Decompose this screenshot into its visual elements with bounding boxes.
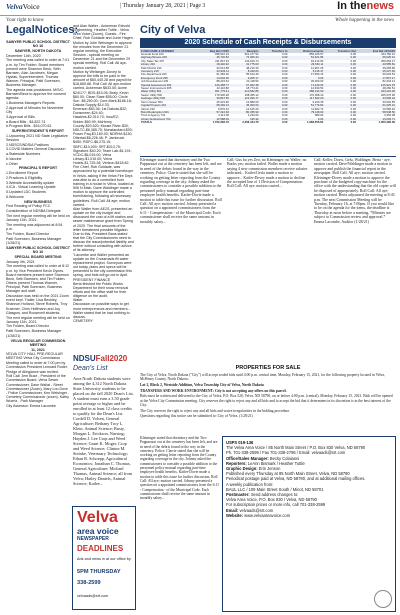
legal-paragraph: The agenda was proclaimed. M/S/C: Barnsen/Beck to approve the consent agenda: [6, 88, 66, 101]
table-cell: 259,654.47 [381, 58, 395, 63]
office-label: Office/Sales Manager: [226, 455, 269, 461]
table-cell: Fire Department 220 [141, 72, 167, 77]
city-continuation: Kleininger stated that dormitory and the Two Papparazzi out at the cemetery has been left, and are in need of the debris found in the way in the cemetery. Police. Clarrie stated that she will be working on getting letter reporting from the County regarding coverage in the city. Johnny asked the commissioners to consider a possible addition to the personnel policy manual regarding part-time employee health benefits. Kaifer-Dovie made a motion to table this issue for further discussion. Roll Call: All aye; motion carried. Johnny presented a question on a appointed commissioners from the 6:11 - Compensation - of the Municipal Code. Each commissioner shall receive the same amount in monthly salary... [140, 436, 220, 501]
ad-deadlines: DEADLINES [77, 544, 124, 553]
legal-paragraph: December 14th, 2020 [6, 53, 41, 58]
table-cell: 0.00 [282, 92, 288, 97]
table-cell: 0.00 [350, 120, 357, 125]
table-cell: 31,775.00 [230, 63, 260, 66]
table-cell: 10,582.91 [382, 106, 395, 111]
table-cell: 17,807.17 [357, 77, 396, 80]
table-cell: TOTALS [141, 120, 152, 125]
city-title: City of Velva [140, 24, 206, 36]
design-value: Erin Jenson [258, 466, 281, 472]
table-cell: 0.00 [282, 99, 288, 104]
table-cell: Sewer Improvement 305 [141, 86, 172, 91]
table-cell: 29,630.11 [288, 63, 324, 66]
legal-paragraph: (1/28/21) [6, 333, 21, 338]
table-cell: 57,210.66 [196, 111, 230, 114]
brand-suffix: Voice [22, 2, 40, 11]
table-cell: 0.00 [282, 65, 288, 70]
table-cell: 39,847.56 [196, 97, 230, 100]
table-cell: 18,774.21 [246, 86, 259, 91]
table-cell: 22,903.11 [196, 70, 230, 73]
table-cell: 0.00 [260, 104, 289, 107]
table-cell: 0.00 [282, 52, 288, 56]
table-cell: 0.00 [324, 63, 357, 66]
city-minutes-col1: Kleininger stated that dormitory and the Two Papparazzi out at the cemetery has been left, and are in need of the debris found in the way in the cemetery. Police. Clarrie stated that she will be working on getting letter reporting from the County regarding coverage in the city. Johnny asked the commissioners to consider a possible addition to the personnel policy manual regarding part-time employee health benefits. Kaifer-Dovie made a motion to table this issue for further discussion. Roll Call: All aye; motion carried. Johnny presented a question on a appointed commissioners from the 6:11 - Compensation - of the Municipal Code. Each commissioner shall receive the same amount in monthly salary... [140, 158, 222, 224]
legal-paragraph: 1.Enrollment Report [6, 171, 38, 176]
table-cell: 142,019.74 [244, 58, 259, 63]
table-cell: 71,440.00 [288, 84, 324, 87]
table-header-cell: Beg Bal 1/1/20 [196, 49, 230, 53]
table-cell: Water Utility 501 [140, 90, 196, 93]
table-cell: 0.00 [350, 86, 357, 91]
legal-paragraph: a.Statewide Numbers [6, 152, 41, 157]
properties-title: PROPERTIES FOR SALE [235, 365, 301, 371]
tagline-right: Whole happening in the news [335, 18, 394, 23]
table-cell: 67,902.38 [230, 84, 260, 87]
properties-p1: The City of Velva, North Dakota ("City") will accept sealed bids until 4:00 p.m. central time, Monday, February 15, 2021, for the following property located in Velva, McHenry County, North Dakota: [140, 373, 385, 382]
table-cell: 0.00 [282, 120, 288, 125]
published-line: Published every Thursday at 85 North Main Street, Velva, ND 58790 [226, 471, 350, 477]
table-cell: 69,004.54 [382, 72, 395, 77]
legal-paragraph: The meeting was adjourned at 8:54 p.m. [6, 222, 63, 232]
table-cell: 46,720.52 [196, 56, 230, 59]
table-cell: 14,602.00 [196, 77, 230, 80]
usps-phone: Ph. 701-338-2599 / Fax 701-338-2795 / Email: velvaads@srt.com [226, 450, 346, 456]
table-header-cell: Disbursements [288, 49, 324, 53]
table-cell: 0.00 [350, 113, 357, 118]
table-cell: 82,334.14 [382, 79, 395, 84]
table-cell: 198,455.12 [244, 92, 259, 97]
properties-p3: TRANSFERS AND WORK ENVIRONMENT: City is not accepting any offers on this parcel. [140, 388, 287, 393]
table-cell: 9,220.35 [312, 99, 324, 104]
table-cell: 39,255.66 [382, 65, 395, 70]
table-cell: 51,776.82 [288, 104, 324, 107]
legal-paragraph: 3.Approval of Bills [6, 114, 35, 119]
legal-paragraph: SAWYER PUBLIC SCHOOL DISTRICT NO 16 [6, 40, 70, 49]
table-cell: General Fund 100 [141, 52, 164, 56]
table-cell: 48,210.33 [246, 65, 259, 70]
table-cell: 0.00 [350, 52, 357, 56]
table-cell: 0.00 [288, 118, 324, 121]
legal-paragraph: 5.Updated LDC Students [6, 190, 46, 195]
table-cell: 52,401.86 [288, 56, 324, 59]
legal-paragraph: Tim Folden, Board Director [6, 231, 50, 236]
table-cell: 30,000.00 [310, 79, 324, 84]
deans-list-subtitle: Dean's List [73, 365, 108, 372]
table-cell: 12,588.39 [196, 118, 230, 121]
legal-paragraph: Fire Chief, Rob Goldade, was approached by a potential homebuyer in Velva, asking if the Velva Fire Dept. was able to do a controlled burn training in a house in Velva, located at 506 N Main. Dave Waldinger made a motion to approve the controlled burn/training, following all necessary guidelines. Roll Call: All aye; motion carried. [73, 165, 134, 207]
legal-paragraph: SUPERINTENDENT'S REPORT [11, 129, 65, 134]
legal-paragraph: b.Program Bills - $16,070.61 [6, 124, 52, 129]
design-label: Graphic Design: [226, 466, 258, 472]
table-cell: 24,118.50 [246, 79, 259, 84]
properties-for-sale [140, 365, 396, 435]
table-cell: Special Assessment 301 [140, 84, 196, 87]
publication-info-box [222, 436, 396, 612]
table-cell: Capital Projects 401 [140, 104, 196, 107]
table-cell: 0.00 [260, 97, 289, 100]
table-cell: 1,968,556.84 [307, 120, 324, 125]
table-header-cell: FUND NAME & NUMBER [140, 49, 196, 53]
table-cell: 0.00 [324, 90, 357, 93]
table-cell: 42,116.80 [216, 86, 229, 91]
legal-paragraph: PRESIDENT FINANCE [73, 277, 111, 282]
in-the-label: In the [337, 0, 367, 12]
legal-paragraph: 11, 2021 [31, 347, 45, 352]
city-minutes-col2: Call: Gus bu yes Zeo; no Kleininger; no Waller; no Bucks yes; motion failed. Waller made a motion saying 4 new commission members receive salaries indicated... Kaifer/Gerla made a motion to approve... Kaifer-Dovey made a motion to decline the accepted line of 1 Division of Compensation. Roll Call: All aye; motion carried... [227, 158, 308, 189]
brand-logo [6, 2, 40, 11]
table-cell: 3,205.17 [230, 77, 260, 80]
table-cell: 0.00 [260, 84, 289, 87]
table-cell: 1,220.00 [247, 113, 259, 118]
table-cell: 444,782.10 [381, 52, 395, 56]
ndsu-year: Fall2020 [95, 354, 128, 363]
table-cell: 88,215.64 [216, 79, 229, 84]
table-cell: 2,258,434.76 [242, 120, 259, 125]
legal-paragraph: Motion by Welsinger-Dovey to approve the bills to be paid in the amount of $60,440.28 and payroll for $18,665.86. Roll Call: All aye-motion carried. Ackerman $633.50; Acme $24/1?7; BDS-$15.06; Braly, Kevin $60.00; Clean Slate $55.00; Circle Sun -$6,250.00; Core-Mark-$186.18; Dakota Supply-$14.33; Emerson-$83.36; 1st Dakota-$32; Donscreen-$24.40; Hawkins-$2,010.70; Inoc/E2; Kidder-$60.99; McHenry County-$20,520; Mouse River-$30; NDLTC-$6,385.75; Nonstandard-$93; Power Paq-$3,160.00; NDRHA $130; Ottertail-$6,226.46; P. Jambruck $450; RDFC-$6,275.15; SBFC-$10,000; SRT-$313.75; Signature-$40.20; Team Lab-$4,191; VCDC-$6,015.00; Velva Library-$1,015.00; Velva Hotels-$1,725.28; Verizon-$418.82. [73, 69, 133, 166]
properties-p5: The City reserves the right to reject any and all bids and waive irregularities in the bidding procedure. [140, 408, 291, 413]
table-cell: 0.00 [324, 70, 357, 73]
table-cell: 901,377.52 [244, 52, 259, 56]
legal-paragraph: c.Other [6, 161, 18, 166]
legal-paragraph: SPECIAL BOARD MEETING [14, 254, 62, 259]
table-cell: 0.00 [350, 106, 357, 111]
table-cell: 72,306.44 [230, 56, 260, 59]
table-cell: 1,950,482.09 [378, 120, 395, 125]
table-cell: 0.00 [324, 111, 357, 114]
legal-paragraph: Roll Call: Jem Buse - President of the Commission Board. Velva Sewer Commissioner, Dave Wallat - Street Commissioner (Zoom), Mary Lou Dove - Police Commissioner, Ken Welsinger - Cemetery Commissioner (zoom), Kathy Wuertz - Park Manager [6, 374, 70, 404]
brand-name: Velva [6, 2, 23, 11]
web-value: www.velvaareavoice.com [244, 512, 291, 518]
legal-paragraph: 3.Website Accessibility update [6, 180, 55, 185]
legal-notices-title: LegalNotices: [6, 24, 79, 36]
table-header-cell: Receipts [230, 49, 260, 53]
table-cell: 170,308.44 [309, 92, 324, 97]
usps-id: USPS 019-136 [226, 440, 254, 445]
table-cell: 0.00 [350, 65, 357, 70]
legal-paragraph: Berta finished the Public Works Department for their snow removal efforts and the office staff for their diligence on the audit. [73, 281, 129, 299]
table-cell: 12,630.50 [310, 86, 324, 91]
table-cell: Highway/Streets 203 [140, 56, 196, 59]
legal-paragraph: b.Vaccine [6, 156, 22, 161]
table-cell: 415.32 [230, 118, 260, 121]
legal-paragraph: a.Board Bills - $4,822.74 [6, 119, 46, 124]
legal-paragraph: 2.Practices & Eligibility [6, 175, 43, 180]
ad-time: 5PM THURSDAY [77, 569, 121, 575]
legal-paragraph: Motion by Jolie Welsinger to approve the minutes from the December 21 regular meeting, the Executive Session - special meeting on December 21 and the December 29 special meeting. Roll Call: All aye-motion carried. [73, 40, 132, 70]
legal-paragraph: The next regular meeting will be held on January 11th, 2021. [6, 213, 70, 223]
table-cell: Cemetery 215 [140, 70, 196, 73]
legal-paragraph: January 4th, 2021 [6, 259, 35, 264]
table-cell: 301,775.41 [196, 90, 230, 93]
table-row [140, 121, 396, 124]
tagline-left: Your right to know [6, 18, 44, 23]
table-cell: 0.00 [350, 72, 357, 77]
legal-paragraph: "Lacombe and Waller presented an update on the Crossroads fill water replacement project. Surveyors were out today, plans and specs will be presented to the city commission this spring, and bids will go out in April. [73, 252, 132, 278]
table-cell: 6,115.47 [288, 70, 324, 73]
table-cell: 13,003.71 [357, 118, 396, 121]
table-cell: 0.00 [324, 84, 357, 87]
table-cell: 41,967.25 [310, 65, 324, 70]
deans-list-body: Area North Dakota students were among the 4,312 North Dakota State University students to be placed on the fall 2020 Dean's List. A student must earn a 3.50 grade point average or higher and be enrolled in at least 12 class credits to qualify for the Dean's List. Cordell D. Volsen, General Agriculture; Bethany Troy L. Klein, Animal Science; Rusty, Morgan L. Erickson, Nursing; Hayden J. Lee Crop and Weed Science; Grant K. Moger, Crop and Weed Science; Clinton M. Steinke, Veterinary Technology; Ethan R. Schoepp, Agricultural Economics; Jonathan C. Thomas, General Agriculture; Michael Thomas, Animal Science; all from Velva; Hailey Daniels, Animal Science; Kailee... [73, 376, 134, 486]
issue-line: | Thursday January 28, 2021 | Page 3 [120, 3, 206, 9]
legal-paragraph: City Assessor: Emma Lacombe [6, 403, 56, 408]
table-cell: 0.00 [350, 99, 357, 104]
table-cell: 0.00 [260, 90, 289, 93]
table-cell: City Sales Tax 207 [141, 58, 165, 63]
legal-paragraph: VELVA CITY HALL PRE-REGULAR MEETING Velva City Commission Meeting called to order at 7:00 pm by Commission President Leonard Roder. [6, 352, 68, 369]
table-cell: 94,212.60 [310, 58, 324, 63]
ndsu-label: NDSU [73, 354, 96, 363]
ad-velva: Velva [77, 509, 118, 526]
ad-area-voice: area voice [77, 526, 119, 536]
legal-paragraph: The meeting was called to order at 8:12 p.m. by Vice President Kevin Dynes. Board members present were Shannon Beck, Seth Barnsen, and Tim Folden. Others present Thomas Wanner, Principal, Patti Sorensen, Business Manager and staff. [6, 264, 70, 294]
send-to-line: Velva Area Voice, P.O. Box 830 / Velva, ND 58790 [226, 497, 317, 503]
table-cell: 324,223.36 [357, 90, 396, 93]
subscribe-line: For subscription prices or more info, call 701-338-2599 [226, 502, 326, 508]
table-cell: Job Development 230 [141, 79, 169, 84]
properties-p4: Bids must be written and delivered to the City of Velva, P.O. Box 520, Velva, ND 58790, on or before 4:00 p.m. (central), Monday, February 15, 2021. Bids will be opened at the Velva City Commission meeting. City reserves the right to reject any and all bids and to accept the bid that it determines in its discretion is in the best interest of the City. [140, 394, 393, 407]
table-cell: 30,991.55 [382, 99, 395, 104]
recycle-seal-icon [374, 590, 392, 608]
table-cell: 211,847.33 [215, 58, 229, 63]
table-cell: 58,548.56 [357, 111, 396, 114]
table-header-cell: Transfers Out [324, 49, 357, 53]
legal-paragraph: 1.Business Manager's Reports [6, 101, 55, 106]
table-cell: 0.00 [324, 97, 357, 100]
legal-paragraph: The meeting was called to order at 7:01 p.m. by Tim Folden. Board members present were Shannon Beck, Seth Barnsen, Alan Jacobsen, Megan Hystas, Superintendent, Thomas Wanner, Principal, Patti Sorensen, Business Manager. [6, 58, 70, 88]
postmaster-label: Postmaster: [226, 492, 250, 498]
periodical-line: Periodical postage paid at Velva, ND 58790, and at additional mailing offices. [226, 476, 366, 482]
legal-paragraph: Pledge of Allegiance was recited. [6, 369, 59, 374]
table-cell: 0.00 [324, 104, 357, 107]
table-cell: Library Endowment 702 [140, 118, 196, 121]
table-cell: Emergency Fund 225 [140, 77, 196, 80]
reporters-value: LeAnn Bismark / Heather Tuttle [247, 460, 305, 466]
table-cell: 0.00 [324, 118, 357, 121]
legal-paragraph: Water [73, 298, 83, 303]
table-cell: Bond Redemption 601 [140, 111, 196, 114]
legal-notices-column-1 [6, 40, 70, 612]
legal-paragraph: 2.Approval of Minutes for November City [6, 105, 64, 115]
table-cell: 9,870.44 [218, 106, 229, 111]
publisher-line: BAUL LLC / 109 Main Street South / Minot, ND 58701 [226, 486, 324, 492]
ad-phone: 338-2599 [77, 580, 101, 586]
table-cell: 0.00 [350, 92, 357, 97]
legal-notices-column-2 [73, 24, 134, 354]
table-cell: 55,610.49 [246, 72, 259, 77]
legal-paragraph: Patti Sorensen, Business Manager [6, 329, 62, 334]
table-cell: 205,076.96 [381, 92, 395, 97]
table-cell: 0.00 [260, 63, 289, 66]
table-cell: 12,615.20 [246, 106, 259, 111]
legal-paragraph: SAWYER PUBLIC SCHOOL DISTRICT NO 16 [6, 246, 70, 255]
legal-paragraph: First Reading of Policy FCC [6, 204, 51, 209]
table-cell: Sewer Utility 502 [141, 92, 162, 97]
table-cell: 79,118.00 [288, 111, 324, 114]
web-label: Website: [226, 512, 243, 518]
table-cell: Airport 240 [141, 106, 155, 111]
table-cell: 43,596.24 [357, 97, 396, 100]
table-cell: 0.00 [282, 79, 288, 84]
table-cell: Park District 212 [141, 65, 162, 70]
table-cell: Library 210 [140, 63, 196, 66]
legal-paragraph: Discussion on possible ways to get more entrepreneurs and members... [73, 302, 131, 311]
legal-paragraph: 3.COVID Matters General Discussion [6, 147, 66, 152]
table-cell: 61,384.20 [216, 72, 229, 77]
legal-paragraph: Consideration of NDSBA Delegate [6, 209, 61, 214]
table-cell: 121,390.77 [230, 97, 260, 100]
usps-address: The Velva Area Voice / 85 North Main Street / P.O. Box 830 Velva, ND 58790 [226, 445, 366, 451]
table-cell: 25,331.90 [216, 99, 229, 104]
table-cell: 855,105.57 [309, 52, 324, 56]
table-cell: Garbage Utility 503 [140, 97, 196, 100]
table-cell: 980.00 [314, 113, 324, 118]
news-label: news [366, 0, 394, 12]
legal-paragraph: 2.NDSCS/NDSIA Positions [6, 142, 49, 147]
table-cell: 0.00 [260, 70, 289, 73]
table-cell: 8,440.00 [230, 70, 260, 73]
table-cell: 33,012.58 [216, 65, 229, 70]
legal-paragraph: VELVA REGULAR COMMISSION MEETING [10, 338, 66, 347]
table-cell: 410,662.85 [230, 90, 260, 93]
table-cell: 0.00 [260, 111, 289, 114]
table-cell: 0.00 [260, 77, 289, 80]
schedule-title: 2020 Schedule of Cash Receipts & Disbursements [140, 38, 396, 48]
city-minutes-col3: Call: Keller, Davis, Gelu, Waldinger, Berta - aye; motion carried. Dave/Waldinger made a motion to approve and publish the financial report in the newspaper. Roll Call: All aye; motion carried. Kleininger-Dovey made a motion to approve the purchase of the budgeted copy machine for the office with the understanding that the old copier will be disposed of appropriately. Roll Call: All aye; motion carried. Berta adjourned the meeting at 8:43 p.m. The next Commission Meeting will be Tuesday, February 16, at 7:00pm. If you would like to be on the agenda for the items, the deadline is Thursday at noon before a meeting. *Minutes are subject to Commission review and approval.* Emma Lacombe, Auditor (1/28/21) [314, 158, 396, 224]
email-value: velvaads@srt.com [239, 507, 274, 513]
legal-paragraph: NEW BUSINESS [24, 199, 52, 204]
table-cell: 3,354.08 [384, 113, 395, 118]
legal-paragraph: 4.ICA - Virtual Learning Update [6, 185, 56, 190]
table-cell: 0.00 [350, 79, 357, 84]
legal-paragraph: Patti Sorensen, Business Manager [6, 236, 62, 241]
postmaster-value: Send address changes to: [250, 492, 299, 498]
table-cell: 68,402.13 [196, 104, 230, 107]
table-cell: 0.00 [282, 113, 288, 118]
table-cell: 0.00 [282, 72, 288, 77]
newspaper-deadlines-ad [72, 506, 136, 610]
properties-p6: Questions regarding this notice can be submitted to: City of Velva, (1/28/21) [140, 414, 253, 419]
office-value: Becky Colaianni [269, 455, 300, 461]
table-cell: Storm Sewer 504 [141, 99, 163, 104]
table-cell: 0.00 [282, 58, 288, 63]
publication-line: A weekly publication from: [226, 481, 274, 487]
legal-paragraph: and Alan Waller - Ackerman Estvold Engineering, Heather Tuttle - Velva Area Voice (Zoom), Guests - Fire Chief, Rob Goldade and Junie Hagen. [73, 24, 134, 41]
legal-paragraph: PRINCIPAL'S REPORT [18, 166, 58, 171]
table-cell: 1,762,282.76 [212, 120, 229, 125]
table-cell: 61,625.31 [357, 104, 396, 107]
cash-receipts-table [140, 49, 396, 157]
table-cell: 3,114.08 [218, 113, 229, 118]
table-cell: 0.00 [324, 56, 357, 59]
legal-paragraph: CEMETERY [73, 319, 93, 324]
table-cell: 176,930.28 [214, 92, 229, 97]
table-cell: 125,921.15 [357, 84, 396, 87]
table-header-cell: End Bal 12/31/20 [357, 49, 396, 53]
table-cell: 45,000.00 [230, 104, 260, 107]
legal-paragraph: SAWYER, NORTH DAKOTA [14, 48, 62, 53]
reporters-label: Reporters: [226, 460, 247, 466]
legal-paragraph: The next regular meeting will be held on January 11th, 2021. [6, 315, 70, 324]
table-header-cell: Transfers In [260, 49, 289, 53]
ad-email: velvaads@srt.com [77, 594, 109, 598]
table-cell: 14,880.00 [246, 99, 259, 104]
table-cell: 47,990.15 [310, 72, 324, 77]
properties-p2: Lot 2, Block 2, Westside Addition, Velva Township City of Velva, North Dakota [140, 382, 264, 387]
table-cell: 117,642.09 [288, 97, 324, 100]
table-cell: 25,227.64 [357, 70, 396, 73]
table-cell: 0.00 [282, 86, 288, 91]
legal-paragraph: (1/28/21) [6, 241, 21, 246]
legal-paragraph: Discussion was held on the 2021 Zoom event kept. Trailer, Lisa Beckley, Shannon Holland, Steve Roberts, Troy Kraemer, Chris Hoffmann and Joy Glasgow, and Roosevelt students. [6, 294, 69, 315]
table-cell: 20,585.81 [357, 63, 396, 66]
in-the-news-title [337, 0, 394, 12]
table-cell: 0.00 [350, 58, 357, 63]
legal-paragraph: Tim Folden, Board Director [6, 324, 50, 329]
table-cell: 0.00 [260, 118, 289, 121]
table-cell: 0.00 [282, 106, 288, 111]
table-cell: 18,440.92 [196, 63, 230, 66]
table-cell: 11,902.73 [311, 106, 324, 111]
table-cell: 80,455.90 [230, 111, 260, 114]
legal-paragraph: Waller stated that he had nothing to discuss. [73, 310, 130, 319]
table-cell: 48,260.51 [382, 86, 395, 91]
table-cell: 0.00 [324, 77, 357, 80]
ad-newspaper: NEWSPAPER [77, 536, 109, 542]
table-cell: 0.00 [288, 77, 324, 80]
table-cell: 66,625.10 [357, 56, 396, 59]
table-cell: 398,510.15 [214, 52, 229, 56]
ad-line: Ads and news in at our office by [77, 557, 131, 561]
legal-paragraph: 6.Welcome [6, 194, 24, 199]
table-cell: 129,458.77 [196, 84, 230, 87]
table-cell: 388,214.90 [288, 90, 324, 93]
ndsu-title [73, 354, 127, 363]
legal-paragraph: Alan Waller from AE2S, presented an update on the city budget and discussed the cost of a lift station and sewer maintenance grant from Spring of 2020. The final amounts of the letter threatened possible litigation. Due to this, President Bans stated that the City Commissioners need to discuss the issue/potential liability and further without consulting with advice of its attorney. [73, 206, 134, 253]
email-label: Email: [226, 507, 239, 513]
legal-paragraph: 1.Upcoming 2021 ND State Legislative Session [6, 133, 68, 142]
table-cell: 0.00 [260, 56, 289, 59]
table-cell: Trust & Agency 701 [141, 113, 166, 118]
table-body [140, 53, 396, 125]
